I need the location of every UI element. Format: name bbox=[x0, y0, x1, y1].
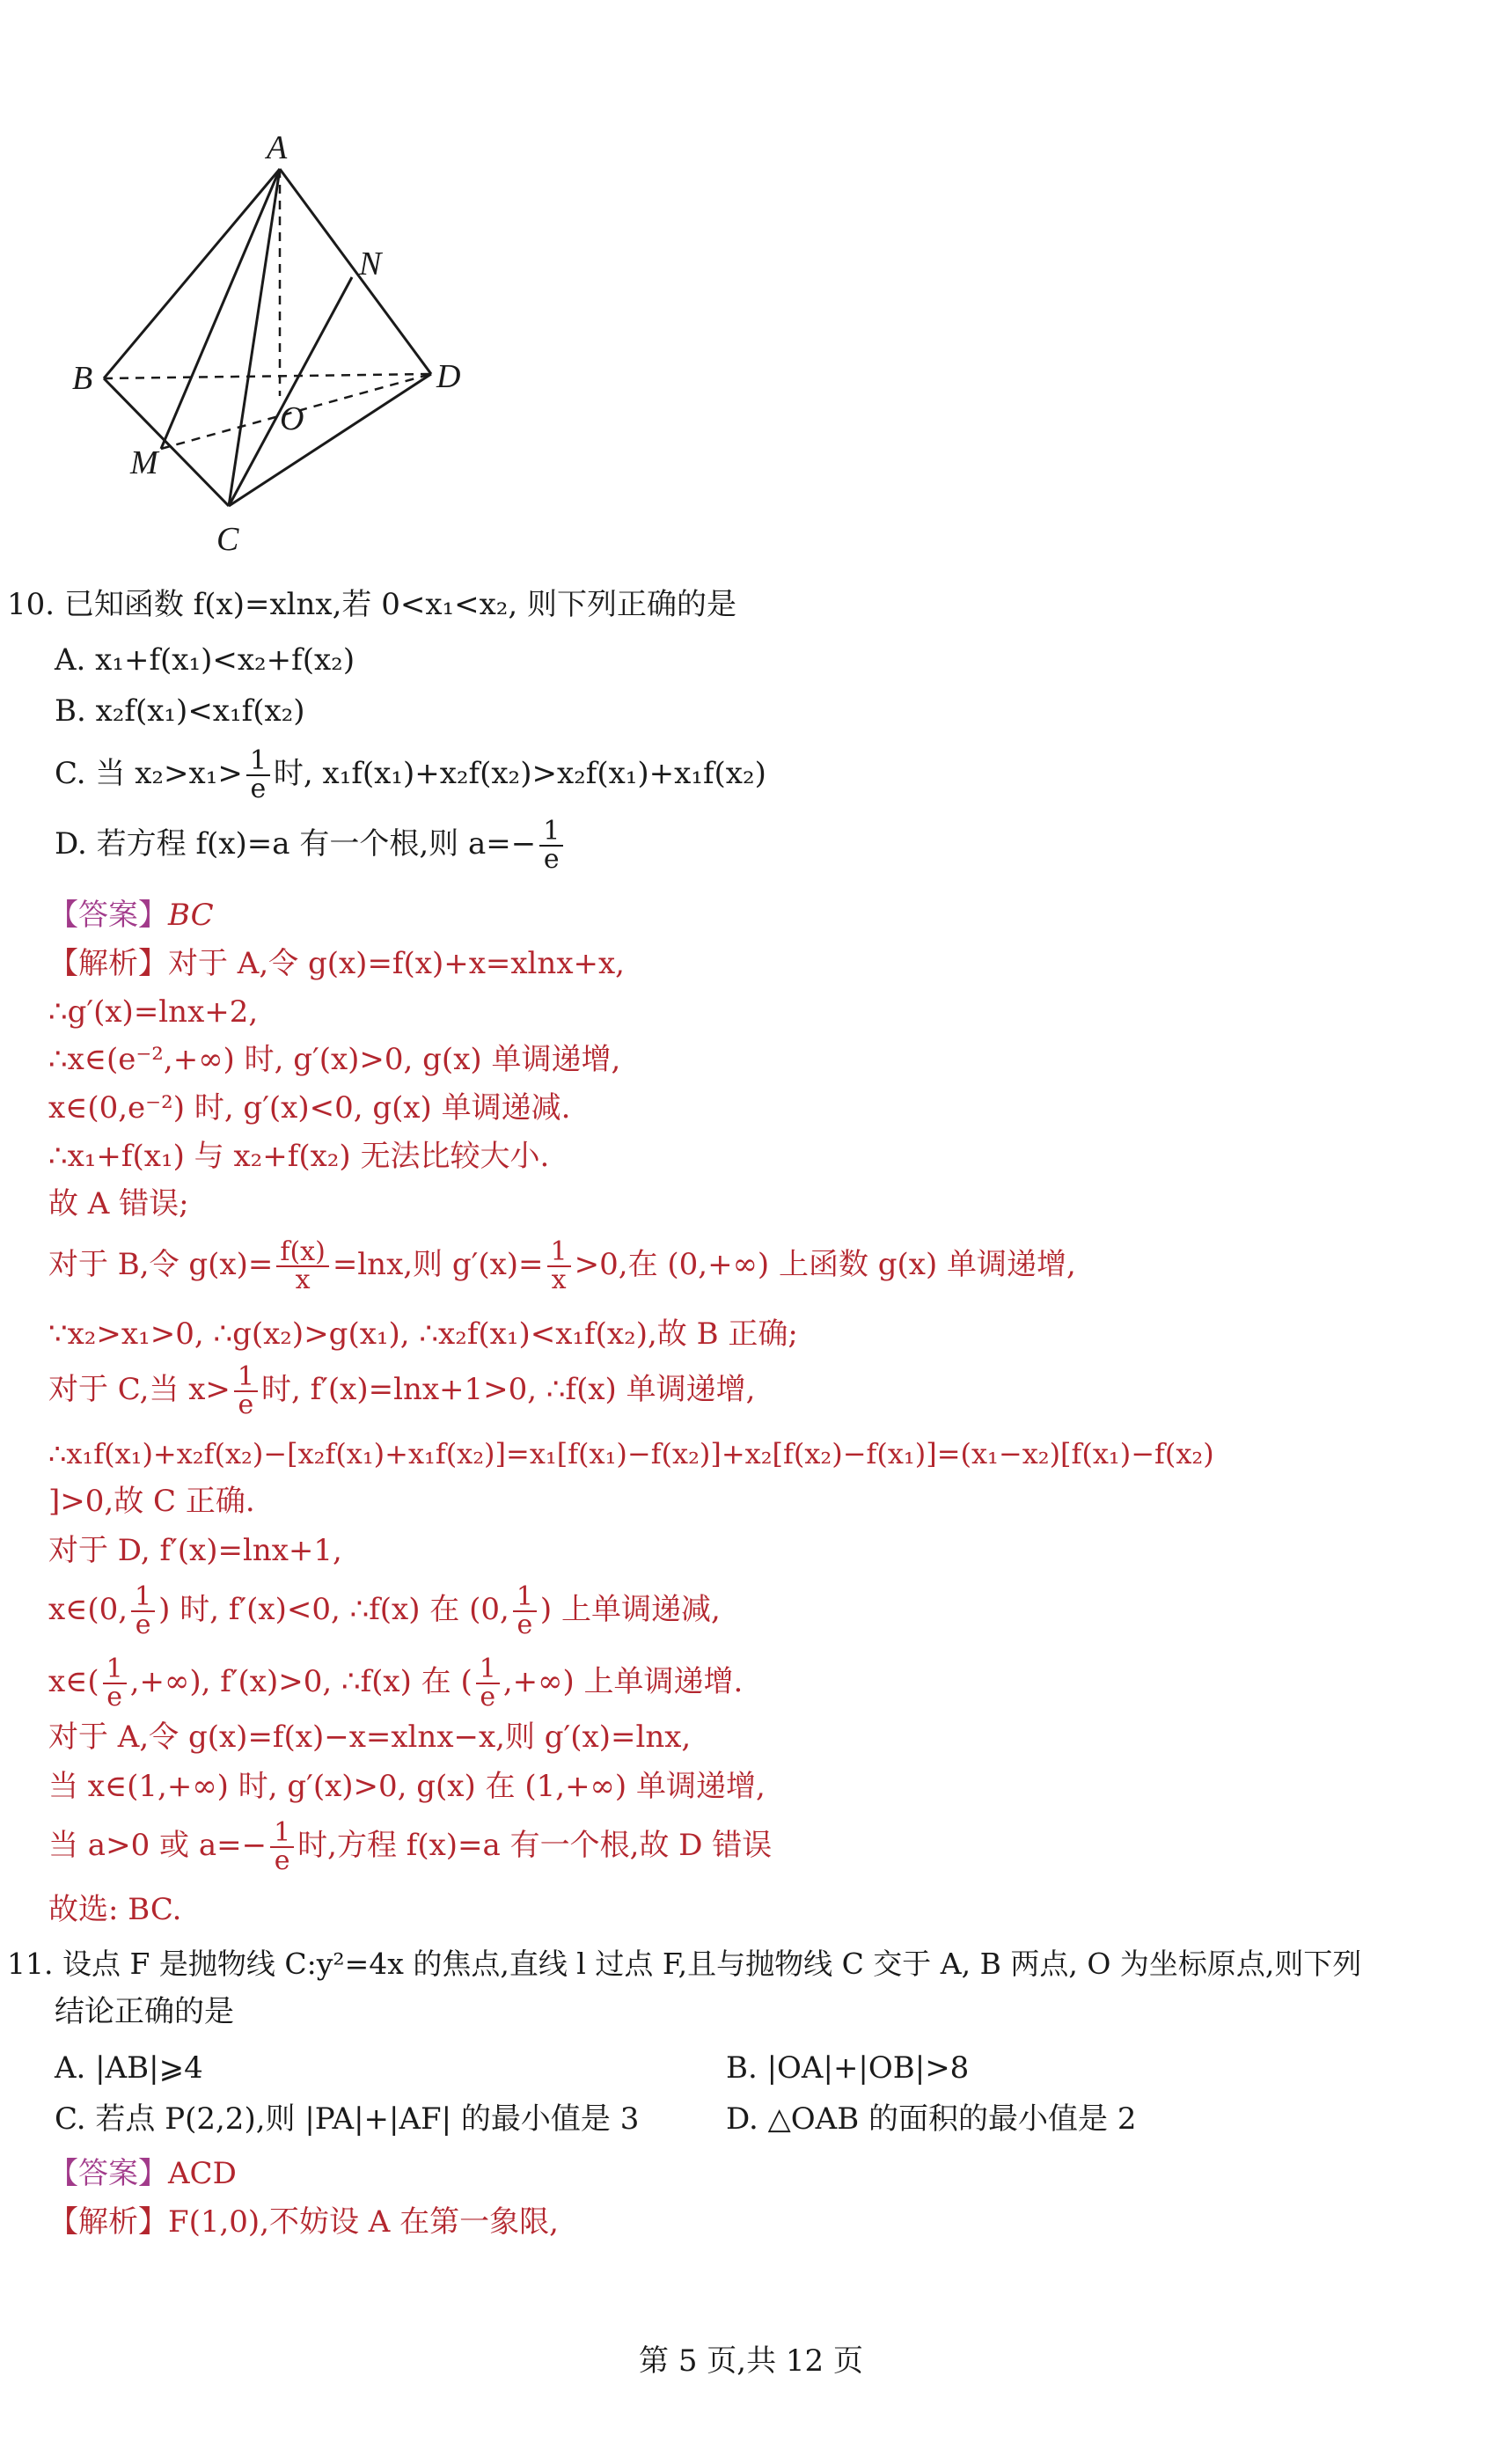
pyramid-figure bbox=[53, 123, 510, 563]
q10-stem: 10. 已知函数 f(x)=xlnx,若 0<x₁<x₂, 则下列正确的是 bbox=[7, 587, 737, 622]
label-N: N bbox=[359, 246, 382, 282]
q11-option-c: C. 若点 P(2,2),则 |PA|+|AF| 的最小值是 3 bbox=[55, 2101, 640, 2137]
a10-line-15: 对于 A,令 g(x)=f(x)−x=xlnx−x,则 g′(x)=lnx, bbox=[48, 1720, 692, 1755]
a10-line-7: 对于 B,令 g(x)= $\frac{f(x)}{x}$ =lnx,则 g′(x)= $\frac{1}{x}$ >0,在 (0,+∞) 上函数 g(x) 单调递增, bbox=[48, 1236, 1076, 1295]
label-A: A bbox=[267, 129, 288, 166]
edge-AD bbox=[280, 169, 431, 374]
a10-line-2: ∴g′(x)=lnx+2, bbox=[48, 994, 259, 1030]
a10-line-16: 当 x∈(1,+∞) 时, g′(x)>0, g(x) 在 (1,+∞) 单调递增, bbox=[48, 1769, 766, 1804]
a10-line-18: 故选: BC. bbox=[48, 1892, 182, 1927]
a10-line-9: 对于 C,当 x> $\frac{1}{e}$ 时, f′(x)=lnx+1>0, ∴f(x) 单调递增, bbox=[48, 1361, 756, 1420]
a10-line-10: ∴x₁f(x₁)+x₂f(x₂)−[x₂f(x₁)+x₁f(x₂)]=x₁[f(x₁)−f(x₂)]+x₂[f(x₂)−f(x₁)]=(x₁−x₂)[f(x₁)−f(x₂) bbox=[48, 1437, 1214, 1470]
a10-answer: 【答案】BC bbox=[48, 898, 214, 933]
a10-line-14: x∈( $\frac{1}{e}$ ,+∞), f′(x)>0, ∴f(x) 在 ( $\frac{1}{e}$ ,+∞) 上单调递增. bbox=[48, 1654, 744, 1712]
a10-line-3: ∴x∈(e⁻²,+∞) 时, g′(x)>0, g(x) 单调递增, bbox=[48, 1042, 621, 1077]
q10-option-d: D. 若方程 f(x)=a 有一个根,则 a=− $\frac{1}{e}$ bbox=[55, 818, 567, 873]
q10-option-c: C. 当 x₂>x₁> $\frac{1}{e}$ 时, x₁f(x₁)+x₂f(x₂)>x₂f(x₁)+x₁f(x₂) bbox=[55, 745, 766, 804]
edge-BD-dashed bbox=[104, 374, 431, 378]
q11-stem-2: 结论正确的是 bbox=[55, 1994, 234, 2029]
label-C: C bbox=[216, 521, 239, 558]
label-M: M bbox=[130, 444, 158, 481]
label-B: B bbox=[72, 360, 93, 397]
q11-option-b: B. |OA|+|OB|>8 bbox=[726, 2050, 970, 2086]
page-footer: 第 5 页,共 12 页 bbox=[639, 2343, 863, 2379]
q11-stem-1: 11. 设点 F 是抛物线 C:y²=4x 的焦点,直线 l 过点 F,且与抛物线 C 交于 A, B 两点, O 为坐标原点,则下列 bbox=[7, 1947, 1362, 1981]
a10-line-17: 当 a>0 或 a=− $\frac{1}{e}$ 时,方程 f(x)=a 有一个根,故 D 错误 bbox=[48, 1817, 773, 1876]
label-D: D bbox=[436, 358, 461, 395]
a11-analysis-1: 【解析】F(1,0),不妨设 A 在第一象限, bbox=[48, 2204, 559, 2240]
a10-line-5: ∴x₁+f(x₁) 与 x₂+f(x₂) 无法比较大小. bbox=[48, 1139, 550, 1174]
edge-AM bbox=[161, 169, 280, 449]
a10-line-6: 故 A 错误; bbox=[48, 1186, 189, 1221]
a10-analysis-1: 【解析】对于 A,令 g(x)=f(x)+x=xlnx+x, bbox=[48, 946, 625, 981]
a10-line-11: ]>0,故 C 正确. bbox=[48, 1484, 255, 1519]
label-O: O bbox=[280, 400, 304, 437]
a10-line-8: ∵x₂>x₁>0, ∴g(x₂)>g(x₁), ∴x₂f(x₁)<x₁f(x₂),故 B 正确; bbox=[48, 1316, 798, 1352]
q10-option-b: B. x₂f(x₁)<x₁f(x₂) bbox=[55, 693, 305, 729]
q11-option-d: D. △OAB 的面积的最小值是 2 bbox=[726, 2101, 1137, 2137]
a10-line-12: 对于 D, f′(x)=lnx+1, bbox=[48, 1533, 342, 1568]
edge-CD bbox=[229, 374, 431, 506]
q11-option-a: A. |AB|⩾4 bbox=[55, 2050, 203, 2086]
a10-line-13: x∈(0, $\frac{1}{e}$ ) 时, f′(x)<0, ∴f(x) 在 (0, $\frac{1}{e}$ ) 上单调递减, bbox=[48, 1581, 721, 1640]
a11-answer: 【答案】ACD bbox=[48, 2156, 237, 2191]
q10-option-a: A. x₁+f(x₁)<x₂+f(x₂) bbox=[55, 642, 355, 678]
a10-line-4: x∈(0,e⁻²) 时, g′(x)<0, g(x) 单调递减. bbox=[48, 1090, 571, 1126]
edge-BC bbox=[104, 378, 229, 506]
